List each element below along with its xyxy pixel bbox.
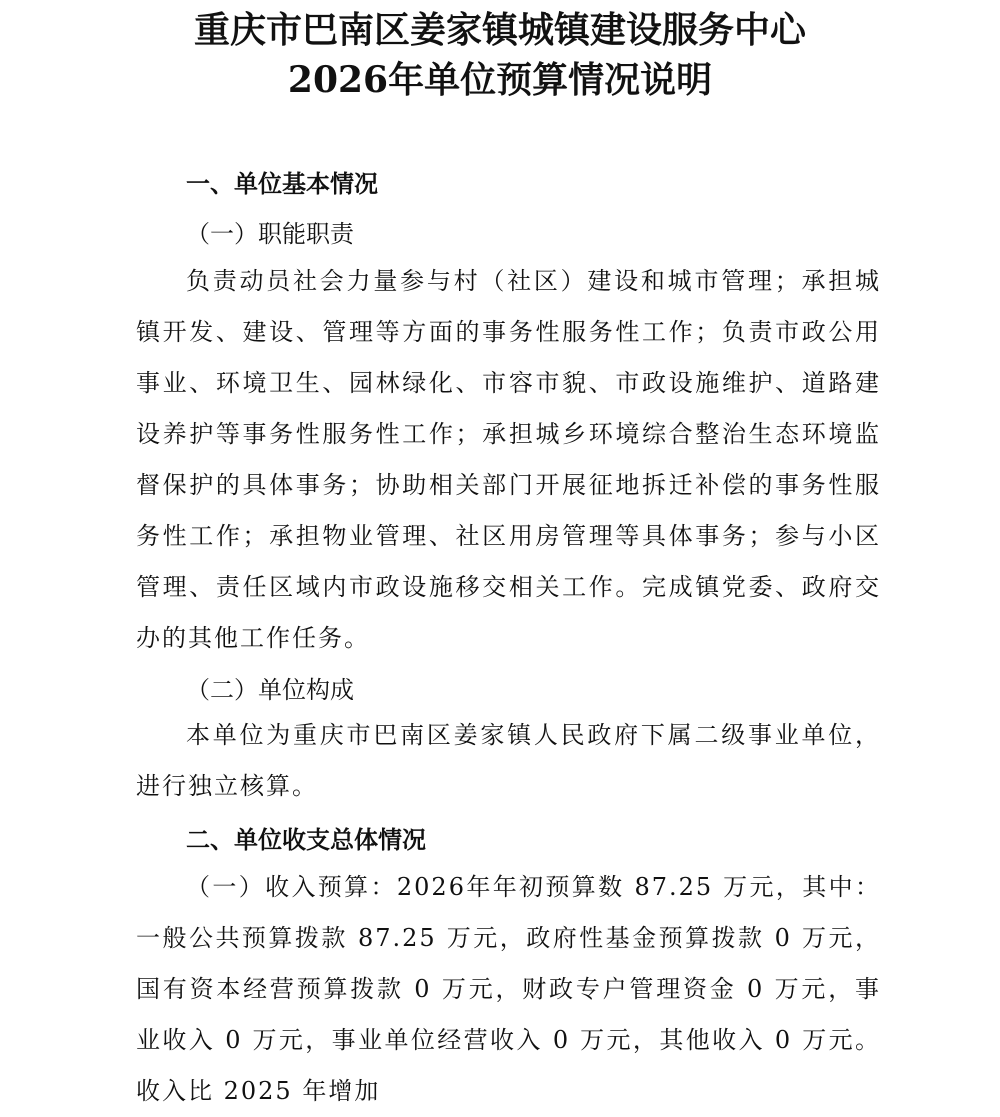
subsection2-heading: （二）单位构成: [186, 676, 354, 704]
composition-paragraph: 本单位为重庆市巴南区姜家镇人民政府下属二级事业单位，进行独立核算。: [136, 721, 881, 800]
income-paragraph: （一）收入预算：2026年年初预算数 87.25 万元，其中：一般公共预算拨款 87.25 万元，政府性基金预算拨款 0 万元，国有资本经营预算拨款 0 万元，财政专户管理资金 0 万元，事业收入 0 万元，事业单位经营收入 0 万元，其他收入 0 万元。收入比 2025 年增加: [136, 873, 881, 1105]
document-title-line1: 重庆市巴南区姜家镇城镇建设服务中心: [193, 9, 806, 51]
duties-paragraph: 负责动员社会力量参与村（社区）建设和城市管理；承担城镇开发、建设、管理等方面的事务性服务性工作；负责市政公用事业、环境卫生、园林绿化、市容市貌、市政设施维护、道路建设养护等事务性服务性工作；承担城乡环境综合整治生态环境监督保护的具体事务；协助相关部门开展征地拆迁补偿的事务性服务性工作；承担物业管理、社区用房管理等具体事务；参与小区管理、责任区域内市政设施移交相关工作。完成镇党委、政府交办的其他工作任务。: [136, 267, 881, 652]
section2-heading: 二、单位收支总体情况: [186, 825, 426, 854]
subsection1-heading: （一）职能职责: [186, 220, 354, 248]
section1-heading: 一、单位基本情况: [186, 169, 378, 198]
document-title-line2: 2026年单位预算情况说明: [287, 59, 713, 101]
